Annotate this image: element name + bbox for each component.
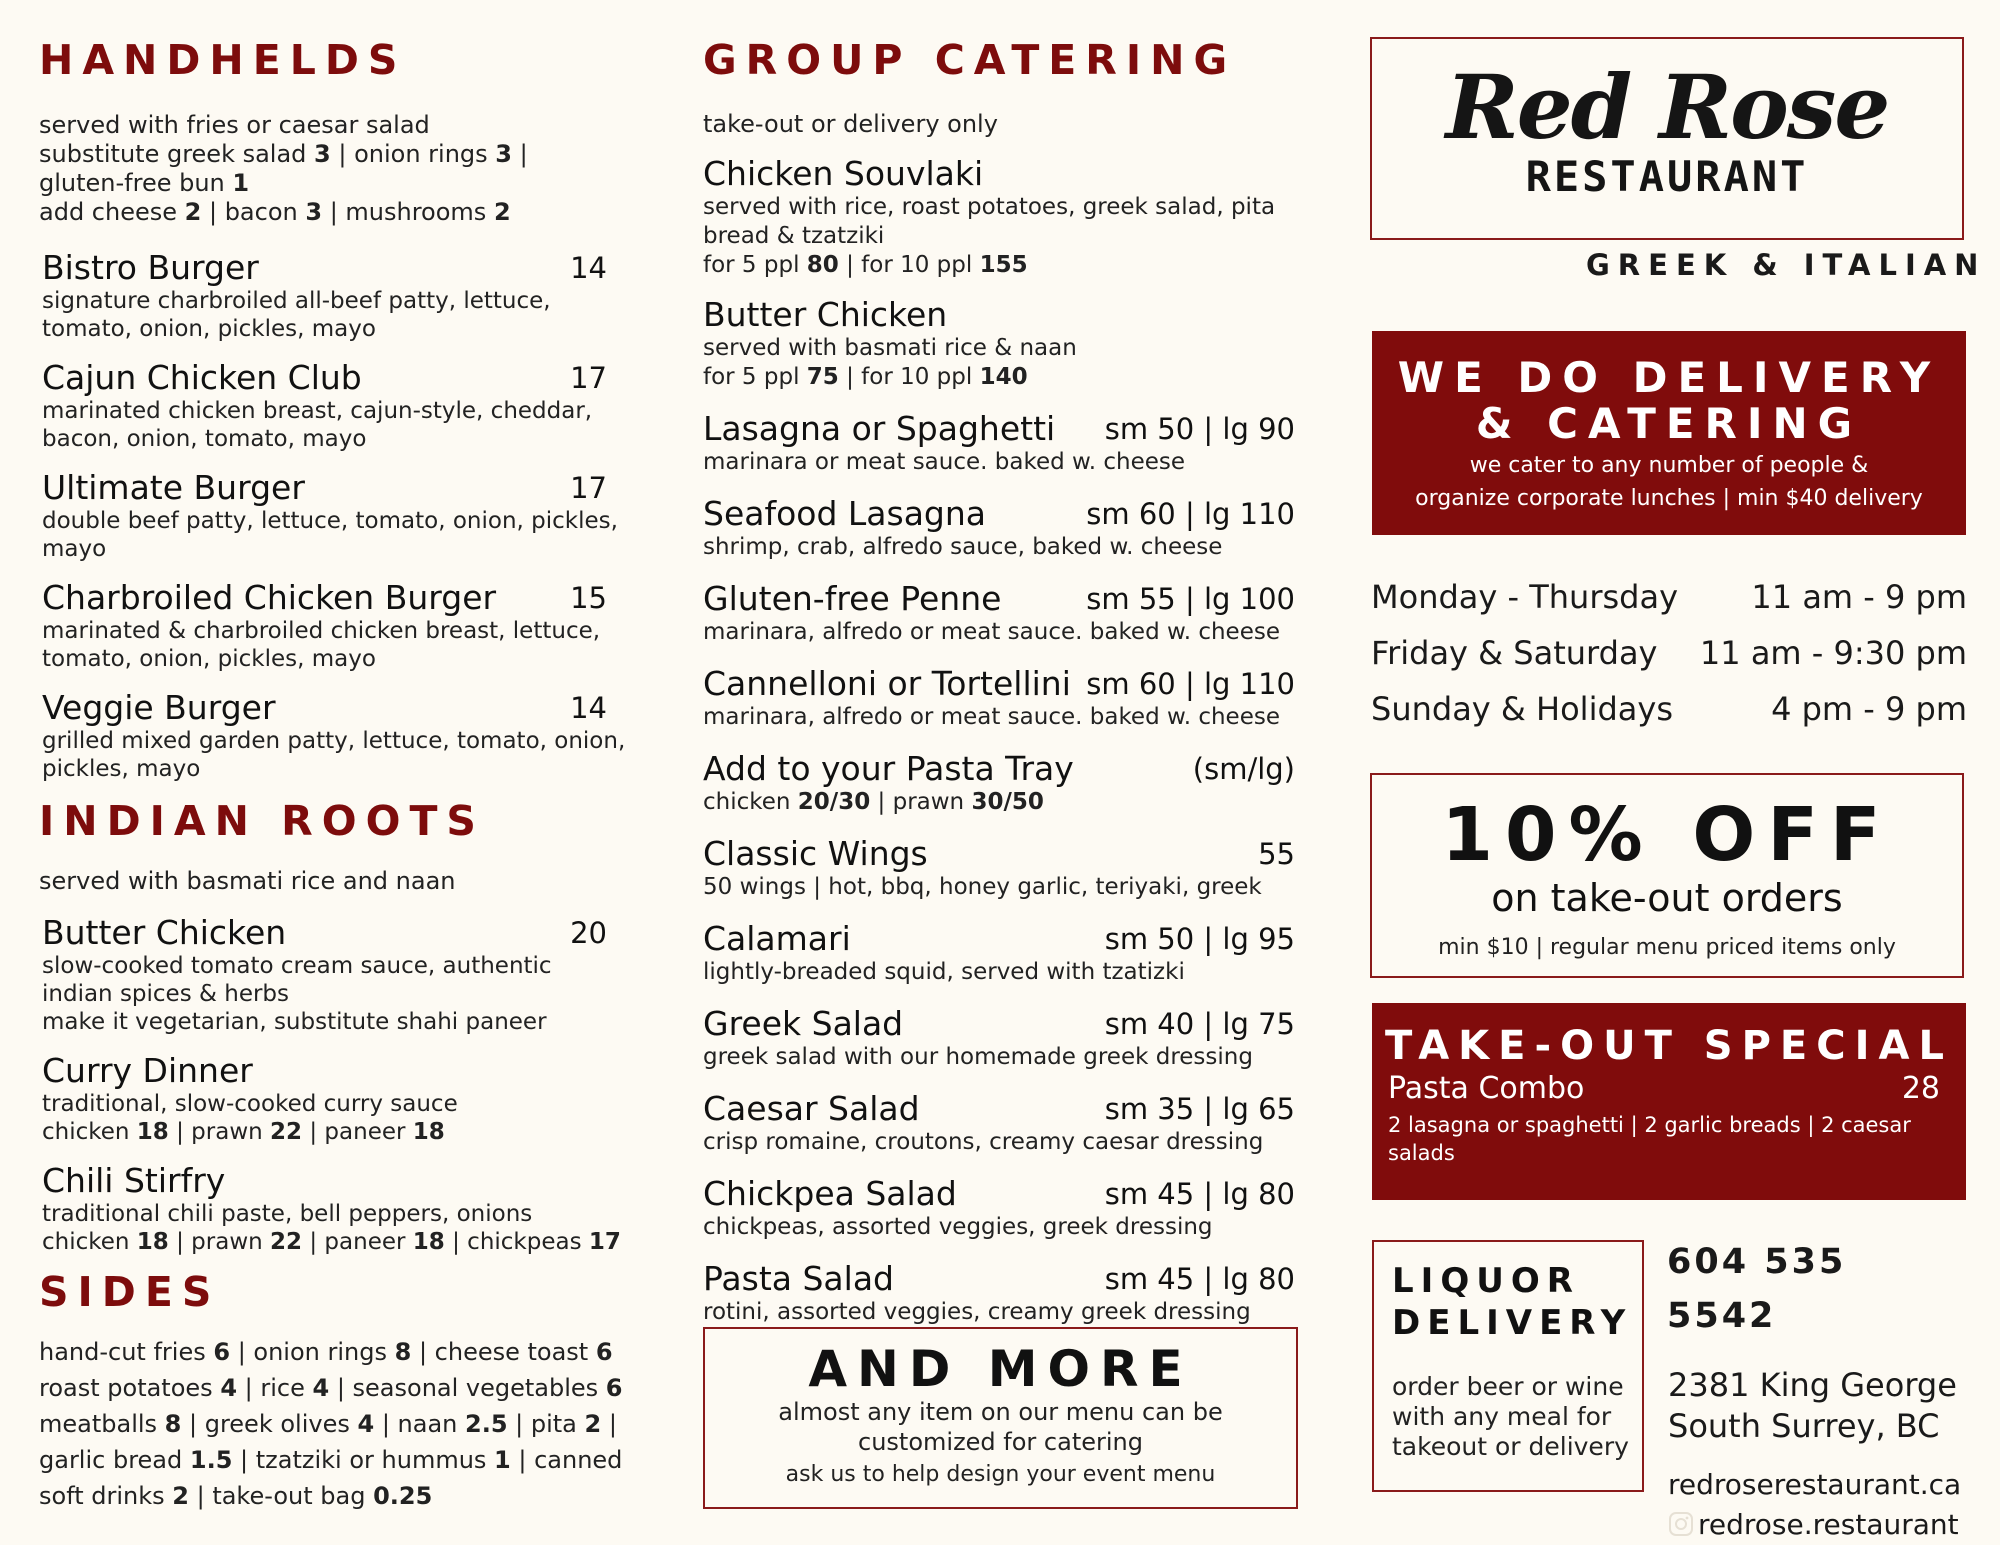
menu-item: Seafood Lasagna sm 60 | lg 110 shrimp, crab, alfredo sauce, baked w. cheese — [703, 494, 1295, 560]
sides-list: hand-cut fries 6 | onion rings 8 | cheese toast 6 roast potatoes 4 | rice 4 | seasonal vegetables 6 meatballs 8 | greek olives 4 | naan 2.5 | pita 2 | garlic bread 1.5 | tzatziki or hummus 1 | canned soft drinks 2 | take-out bag 0.25 — [39, 1338, 623, 1510]
menu-item: Pasta Salad sm 45 | lg 80 rotini, assorted veggies, creamy greek dressing — [703, 1259, 1295, 1325]
and-more-box — [703, 1327, 1298, 1509]
group-catering-title: GROUP CATERING — [703, 36, 1237, 84]
menu-item: Calamari sm 50 | lg 95 lightly-breaded squid, served with tzatizki — [703, 919, 1295, 985]
and-more-title: AND MORE — [808, 1340, 1193, 1398]
catering-note: take-out or delivery only — [703, 110, 998, 138]
and-more-line2: ask us to help design your event menu — [785, 1462, 1216, 1487]
website-link[interactable]: redroserestaurant.ca — [1668, 1468, 1962, 1501]
menu-item: Chickpea Salad sm 45 | lg 80 chickpeas, assorted veggies, greek dressing — [703, 1174, 1295, 1240]
discount-big: 10% OFF — [1441, 792, 1893, 878]
delivery-line-2: organize corporate lunches | min $40 delivery — [1415, 486, 1923, 511]
tagline: GREEK & ITALIAN — [1586, 248, 1987, 282]
liquor-desc: order beer or wine with any meal for takeout or delivery — [1392, 1372, 1629, 1461]
liquor-box — [1372, 1240, 1644, 1492]
hours-row: Monday - Thursday 11 am - 9 pm — [1371, 578, 1967, 616]
discount-mid: on take-out orders — [1491, 876, 1843, 920]
logo-box — [1370, 37, 1964, 240]
menu-item: Gluten-free Penne sm 55 | lg 100 marinara, alfredo or meat sauce. baked w. cheese — [703, 579, 1295, 645]
menu-item: Chili Stirfry traditional chili paste, bell peppers, onions chicken 18 | prawn 22 | paneer 18 | chickpeas 17 — [42, 1161, 621, 1255]
delivery-title-1: WE DO DELIVERY — [1397, 353, 1941, 402]
address-line-1: 2381 King George — [1668, 1366, 1957, 1404]
discount-box — [1370, 773, 1964, 978]
menu-item: Curry Dinner traditional, slow-cooked curry sauce chicken 18 | prawn 22 | paneer 18 — [42, 1051, 458, 1145]
sides-title: SIDES — [39, 1268, 221, 1316]
column-middle — [703, 0, 1295, 1327]
special-name: Pasta Combo — [1388, 1071, 1585, 1106]
logo-script: Red Rose — [1445, 55, 1889, 159]
instagram-handle[interactable]: redrose.restaurant — [1668, 1505, 1968, 1545]
contact-block — [1668, 1235, 1968, 1545]
menu-item: Butter Chicken served with basmati rice & naan for 5 ppl 75 | for 10 ppl 140 — [703, 295, 1077, 390]
column-left — [39, 0, 629, 1514]
delivery-banner — [1372, 331, 1966, 535]
menu-item: Butter Chicken 20 slow-cooked tomato cream sauce, authentic indian spices & herbs make it vegetarian, substitute shahi paneer — [42, 913, 607, 1035]
menu-item: Bistro Burger 14 signature charbroiled all-beef patty, lettuce, tomato, onion, pickles, mayo — [42, 248, 607, 342]
hours-row: Sunday & Holidays 4 pm - 9 pm — [1371, 690, 1967, 728]
special-title: TAKE-OUT SPECIAL — [1385, 1023, 1953, 1069]
and-more-line1: almost any item on our menu can be customized for catering — [778, 1398, 1223, 1456]
menu-item: Lasagna or Spaghetti sm 50 | lg 90 marinara or meat sauce. baked w. cheese — [703, 409, 1295, 475]
delivery-title-2: & CATERING — [1475, 399, 1863, 448]
logo-restaurant: RESTAURANT — [1525, 152, 1809, 201]
menu-item: Ultimate Burger 17 double beef patty, lettuce, tomato, onion, pickles, mayo — [42, 468, 618, 562]
menu-item: Cannelloni or Tortellini sm 60 | lg 110 marinara, alfredo or meat sauce. baked w. cheese — [703, 664, 1295, 730]
delivery-line-1: we cater to any number of people & — [1469, 453, 1869, 478]
menu-item: Greek Salad sm 40 | lg 75 greek salad with our homemade greek dressing — [703, 1004, 1295, 1070]
special-price: 28 — [1901, 1071, 1940, 1106]
indian-roots-title: INDIAN ROOTS — [39, 797, 485, 845]
takeout-special-box — [1372, 1003, 1966, 1200]
hours-list — [1371, 573, 1967, 741]
menu-item: Caesar Salad sm 35 | lg 65 crisp romaine, croutons, creamy caesar dressing — [703, 1089, 1295, 1155]
indian-note: served with basmati rice and naan — [39, 867, 456, 895]
liquor-title-1: LIQUOR — [1392, 1261, 1580, 1301]
liquor-title-2: DELIVERY — [1392, 1303, 1633, 1343]
special-desc: 2 lasagna or spaghetti | 2 garlic breads | 2 caesar salads — [1388, 1113, 1911, 1165]
address-line-2: South Surrey, BC — [1668, 1407, 1940, 1445]
menu-item: Charbroiled Chicken Burger 15 marinated & charbroiled chicken breast, lettuce, tomato, onion, pickles, mayo — [42, 578, 607, 672]
instagram-icon — [1668, 1511, 1694, 1537]
hours-row: Friday & Saturday 11 am - 9:30 pm — [1371, 634, 1967, 672]
menu-item: Chicken Souvlaki served with rice, roast potatoes, greek salad, pita bread & tzatziki for 5 ppl 80 | for 10 ppl 155 — [703, 154, 1276, 278]
menu-item: Classic Wings 55 50 wings | hot, bbq, honey garlic, teriyaki, greek — [703, 834, 1295, 900]
discount-small: min $10 | regular menu priced items only — [1438, 935, 1896, 960]
handhelds-note: served with fries or caesar salad substitute greek salad 3 | onion rings 3 | gluten-free bun 1 add cheese 2 | bacon 3 | mushrooms 2 — [39, 111, 528, 226]
menu-item: Veggie Burger 14 grilled mixed garden patty, lettuce, tomato, onion, pickles, mayo — [42, 688, 626, 782]
menu-item: Cajun Chicken Club 17 marinated chicken breast, cajun-style, cheddar, bacon, onion, tomato, mayo — [42, 358, 607, 452]
phone-number: 604 535 5542 — [1667, 1242, 1847, 1336]
handhelds-title: HANDHELDS — [39, 36, 407, 84]
menu-item: Add to your Pasta Tray (sm/lg) chicken 20/30 | prawn 30/50 — [703, 749, 1295, 815]
